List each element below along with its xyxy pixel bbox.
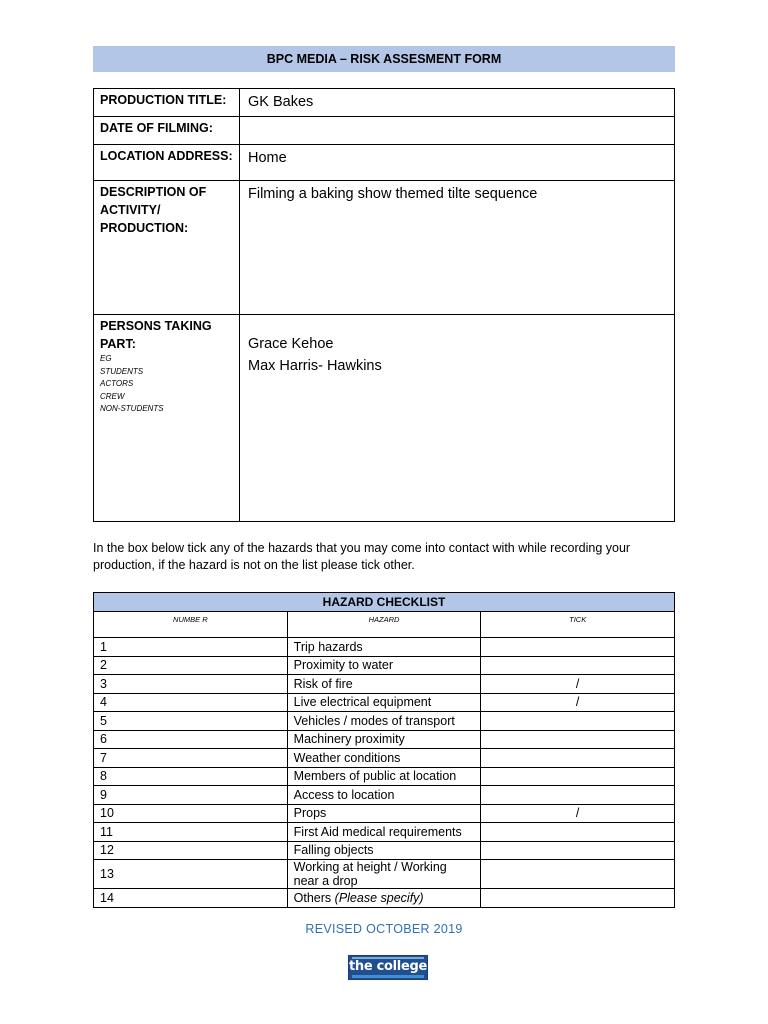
hazard-name: Props (287, 804, 481, 823)
hazard-row (94, 638, 675, 657)
persons-label: PERSONS TAKING PART: (100, 319, 212, 351)
logo-text: the college (349, 959, 428, 974)
form-title: BPC MEDIA – RISK ASSESMENT FORM (93, 46, 675, 72)
hazard-number: 3 (94, 675, 288, 694)
hazard-tick[interactable] (481, 730, 675, 749)
hazard-name: Live electrical equipment (287, 693, 481, 712)
description-row (94, 181, 675, 315)
hazard-tick[interactable]: / (481, 804, 675, 823)
hazard-number: 1 (94, 638, 288, 657)
production-title-value[interactable]: GK Bakes (240, 89, 675, 117)
hazard-row (94, 675, 675, 694)
revised-date: REVISED OCTOBER 2019 (305, 922, 463, 936)
hazard-number: 2 (94, 656, 288, 675)
hazard-row (94, 730, 675, 749)
hazard-checklist-table (93, 592, 675, 908)
location-row (94, 145, 675, 181)
hazard-number: 7 (94, 749, 288, 768)
persons-examples (100, 353, 233, 416)
hazard-tick[interactable] (481, 656, 675, 675)
location-value[interactable]: Home (240, 145, 675, 181)
hazard-checklist-title: HAZARD CHECKLIST (94, 593, 675, 612)
persons-example: STUDENTS (100, 366, 144, 376)
column-number-header: NUMBE R (94, 612, 288, 638)
hazard-number: 14 (94, 889, 288, 908)
persons-example: CREW (100, 391, 125, 401)
hazard-name: Members of public at location (287, 767, 481, 786)
hazard-number: 9 (94, 786, 288, 805)
hazard-row (94, 841, 675, 860)
production-title-row (94, 89, 675, 117)
hazard-tick[interactable] (481, 823, 675, 842)
hazard-name: Risk of fire (287, 675, 481, 694)
hazard-column-headers (94, 612, 675, 638)
college-logo (348, 955, 428, 980)
hazard-row (94, 693, 675, 712)
hazard-tick[interactable] (481, 889, 675, 908)
hazard-row (94, 749, 675, 768)
hazard-note: (Please specify) (334, 890, 424, 905)
hazard-name: Working at height / Working near a drop (287, 860, 481, 889)
hazard-number: 11 (94, 823, 288, 842)
hazard-row (94, 767, 675, 786)
person-name: Grace Kehoe (248, 336, 334, 352)
hazard-tick[interactable] (481, 841, 675, 860)
hazard-tick[interactable] (481, 749, 675, 768)
hazard-name-cell (287, 889, 481, 908)
hazard-number: 4 (94, 693, 288, 712)
date-of-filming-label: DATE OF FILMING: (94, 117, 240, 145)
hazard-row (94, 860, 675, 889)
description-label: DESCRIPTION OF ACTIVITY/ PRODUCTION: (94, 181, 240, 315)
column-hazard-header: HAZARD (287, 612, 481, 638)
persons-example: NON-STUDENTS (100, 404, 164, 413)
hazard-name: Falling objects (287, 841, 481, 860)
column-tick-header: TICK (481, 612, 675, 638)
hazard-name: Weather conditions (287, 749, 481, 768)
hazard-number: 10 (94, 804, 288, 823)
hazard-name: Trip hazards (287, 638, 481, 657)
hazard-name: Machinery proximity (287, 730, 481, 749)
hazard-tick[interactable]: / (481, 693, 675, 712)
hazard-tick[interactable] (481, 767, 675, 786)
persons-example: EG (100, 354, 112, 363)
persons-row (94, 315, 675, 522)
hazard-name: Proximity to water (287, 656, 481, 675)
hazard-tick[interactable] (481, 712, 675, 731)
hazard-checklist-header (94, 593, 675, 612)
production-info-table (93, 88, 675, 522)
hazard-row (94, 823, 675, 842)
persons-label-cell (94, 315, 240, 522)
hazard-instructions: In the box below tick any of the hazards that you may come into contact with while recording your production, if the hazard is not on the list please tick other. (93, 541, 631, 572)
hazard-number: 5 (94, 712, 288, 731)
hazard-tick[interactable]: / (481, 675, 675, 694)
location-label: LOCATION ADDRESS: (94, 145, 240, 181)
hazard-name: Vehicles / modes of transport (287, 712, 481, 731)
persons-example: ACTORS (100, 379, 134, 388)
date-of-filming-value[interactable] (240, 117, 675, 145)
hazard-row (94, 656, 675, 675)
person-name: Max Harris- Hawkins (248, 358, 382, 374)
production-title-label: PRODUCTION TITLE: (94, 89, 240, 117)
hazard-number: 6 (94, 730, 288, 749)
description-value[interactable]: Filming a baking show themed tilte sequence (240, 181, 675, 315)
hazard-name: Access to location (287, 786, 481, 805)
hazard-row (94, 712, 675, 731)
hazard-tick[interactable] (481, 638, 675, 657)
hazard-row (94, 889, 675, 908)
hazard-number: 8 (94, 767, 288, 786)
hazard-number: 12 (94, 841, 288, 860)
date-of-filming-row (94, 117, 675, 145)
hazard-row (94, 786, 675, 805)
hazard-name: First Aid medical requirements (287, 823, 481, 842)
hazard-number: 13 (94, 860, 288, 889)
hazard-tick[interactable] (481, 786, 675, 805)
logo-wave (352, 975, 424, 978)
hazard-row (94, 804, 675, 823)
hazard-name: Others (293, 890, 332, 905)
persons-value-cell[interactable] (240, 315, 675, 522)
hazard-tick[interactable] (481, 860, 675, 889)
